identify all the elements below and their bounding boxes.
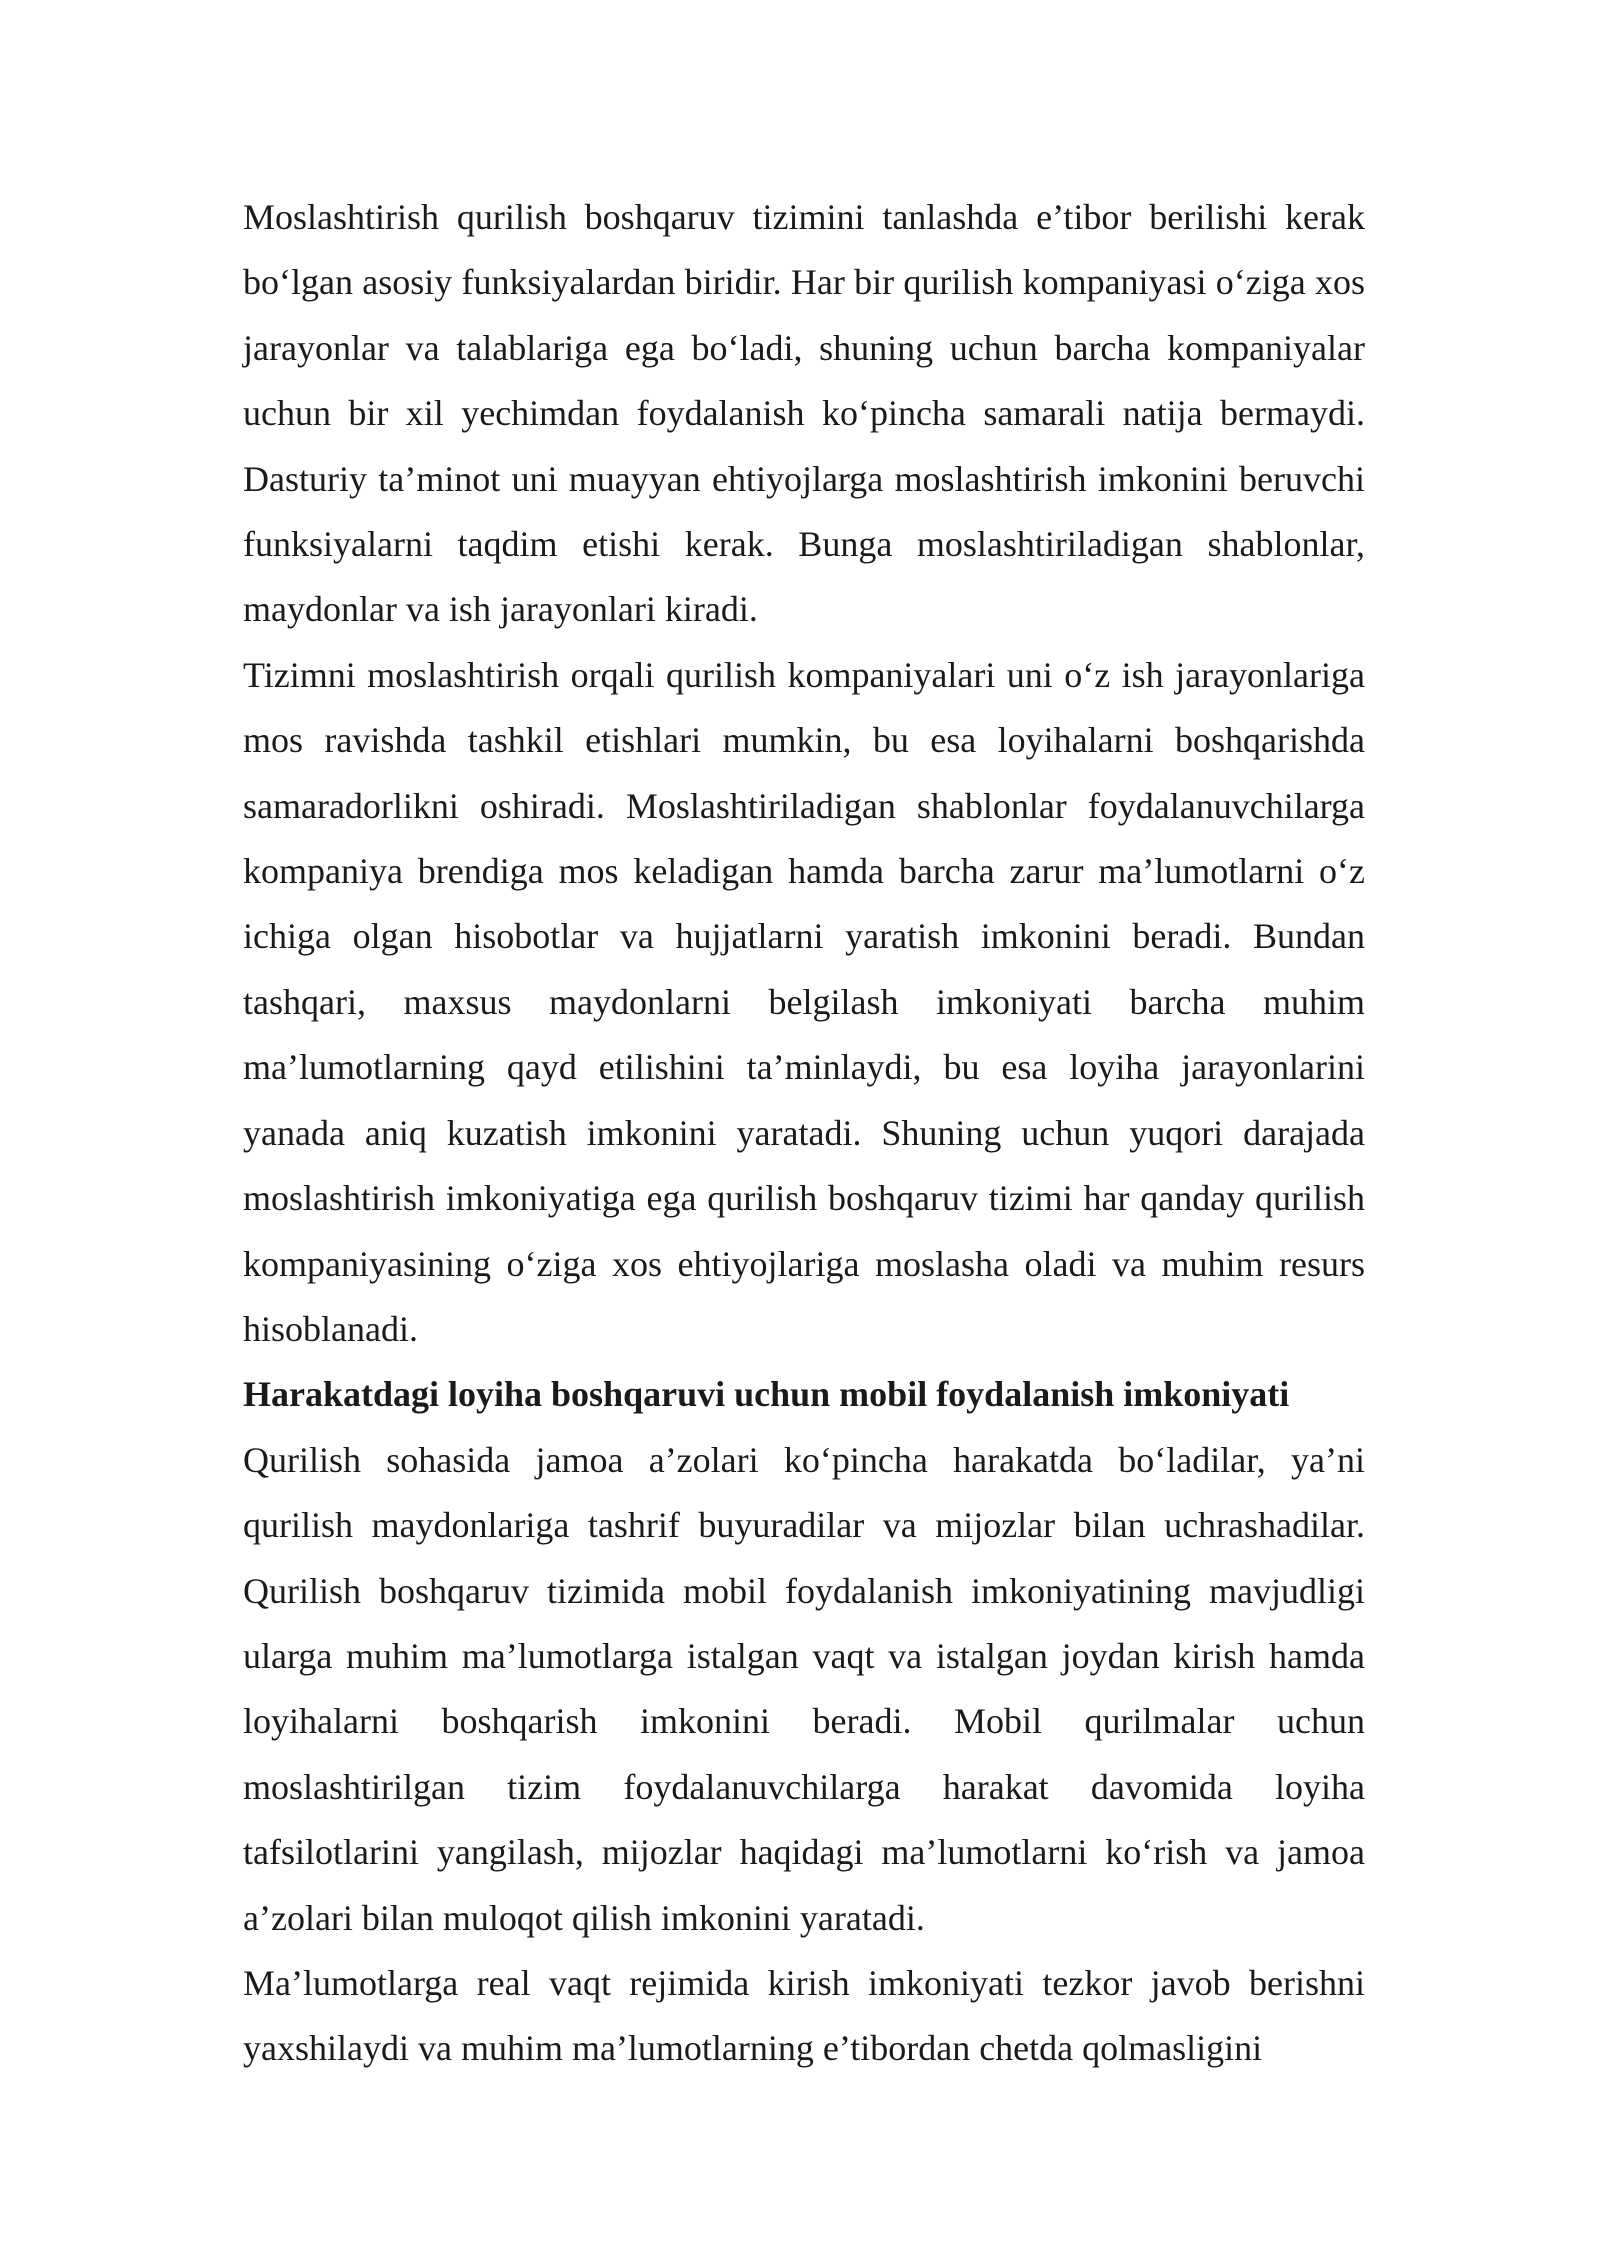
paragraph-customization-intro: Moslashtirish qurilish boshqaruv tizimini tanlashda e’tibor berilishi kerak bo‘lgan asosiy funksiyalardan biridir. Har bir qurilish kompaniyasi o‘ziga xos jarayonlar va talablariga ega bo‘ladi, shuning uchun barcha kompaniyalar uchun bir xil yechimdan foydalanish ko‘pincha samarali natija bermaydi. Dasturiy ta’minot uni muayyan ehtiyojlarga moslashtirish imkonini beruvchi funksiyalarni taqdim etishi kerak. Bunga moslashtiriladigan shablonlar, maydonlar va ish jarayonlari kiradi. bbox=[243, 197, 1365, 630]
section-heading-mobile-access: Harakatdagi loyiha boshqaruvi uchun mobil foydalanish imkoniyati bbox=[243, 1374, 1290, 1415]
paragraph-mobile-access: Qurilish sohasida jamoa a’zolari ko‘pincha harakatda bo‘ladilar, ya’ni qurilish maydonlariga tashrif buyuradilar va mijozlar bilan uchrashadilar. Qurilish boshqaruv tizimida mobil foydalanish imkoniyatining mavjudligi ularga muhim ma’lumotlarga istalgan vaqt va istalgan joydan kirish hamda loyihalarni boshqarish imkonini beradi. Mobil qurilmalar uchun moslashtirilgan tizim foydalanuvchilarga harakat davomida loyiha tafsilotlarini yangilash, mijozlar haqidagi ma’lumotlarni ko‘rish va jamoa a’zolari bilan muloqot qilish imkonini yaratadi. bbox=[243, 1439, 1365, 1938]
document-body bbox=[243, 185, 1365, 2082]
paragraph-realtime-access: Ma’lumotlarga real vaqt rejimida kirish imkoniyati tezkor javob berishni yaxshilaydi va muhim ma’lumotlarning e’tibordan chetda qolmasligini bbox=[243, 1962, 1365, 2069]
paragraph-customization-benefits: Tizimni moslashtirish orqali qurilish kompaniyalari uni o‘z ish jarayonlariga mos ravishda tashkil etishlari mumkin, bu esa loyihalarni boshqarishda samaradorlikni oshiradi. Moslashtiriladigan shablonlar foydalanuvchilarga kompaniya brendiga mos keladigan hamda barcha zarur ma’lumotlarni o‘z ichiga olgan hisobotlar va hujjatlarni yaratish imkonini beradi. Bundan tashqari, maxsus maydonlarni belgilash imkoniyati barcha muhim ma’lumotlarning qayd etilishini ta’minlaydi, bu esa loyiha jarayonlarini yanada aniq kuzatish imkonini yaratadi. Shuning uchun yuqori darajada moslashtirish imkoniyatiga ega qurilish boshqaruv tizimi har qanday qurilish kompaniyasining o‘ziga xos ehtiyojlariga moslasha oladi va muhim resurs hisoblanadi. bbox=[243, 654, 1365, 1349]
